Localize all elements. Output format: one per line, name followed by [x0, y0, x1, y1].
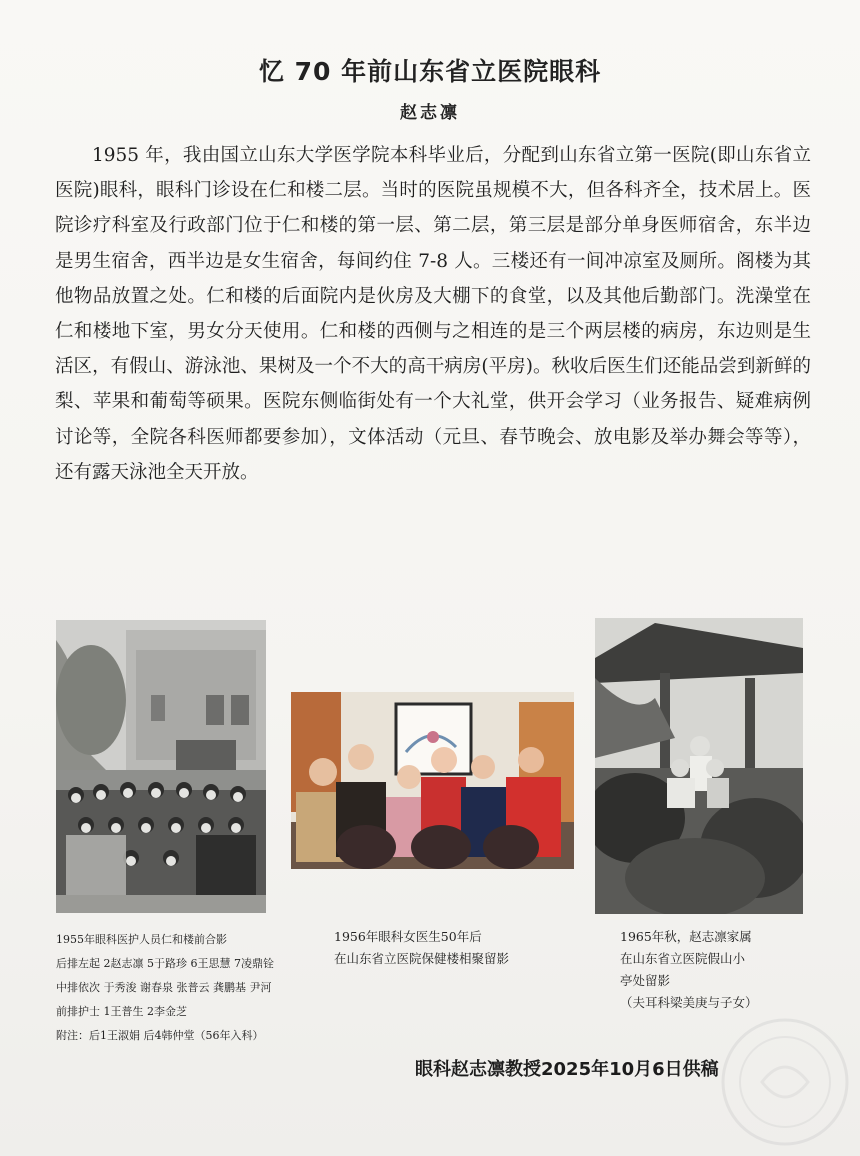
caption-line: 前排护士 1王普生 2李金芝 [56, 1005, 187, 1018]
photo-1965-pavilion [595, 618, 803, 914]
caption-line: 在山东省立医院保健楼相聚留影 [334, 951, 510, 966]
photo-1955-group [56, 620, 266, 913]
caption-line: 附注：后1王淑娟 后4韩仲堂（56年入科） [56, 1029, 264, 1042]
photo-1956-reunion [291, 692, 574, 869]
caption-line: 在山东省立医院假山小 [620, 951, 746, 966]
watermark-seal-icon [712, 1012, 858, 1152]
article-title: 忆 70 年前山东省立医院眼科 [258, 57, 602, 86]
caption-line: 后排左起 2赵志凛 5于路珍 6王思慧 7凌鼎铨 [56, 957, 274, 970]
caption-photo-1955 [56, 928, 296, 1048]
caption-line: 1965年秋，赵志凛家属 [620, 929, 752, 944]
caption-line: 1956年眼科女医生50年后 [334, 929, 482, 944]
caption-line: 1955年眼科医护人员仁和楼前合影 [56, 933, 227, 946]
caption-photo-1956 [334, 926, 584, 970]
caption-line: （夫耳科梁美庚与子女） [620, 995, 758, 1010]
article-body [55, 138, 811, 490]
article-author: 赵志凛 [400, 103, 460, 123]
author-signature: 眼科赵志凛教授2025年10月6日供稿 [415, 1059, 719, 1080]
caption-line: 中排依次 于秀浚 谢春泉 张普云 龚鹏基 尹河 [56, 981, 272, 994]
caption-line: 亭处留影 [620, 973, 671, 988]
caption-photo-1965 [620, 926, 820, 1014]
body-paragraph: 1955 年，我由国立山东大学医学院本科毕业后，分配到山东省立第一医院(即山东省立医院)眼科，眼科门诊设在仁和楼二层。当时的医院虽规模不大，但各科齐全，技术居上。医院诊疗科室及行政部门位于仁和楼的第一层、第二层，第三层是部分单身医师宿舍，东半边是男生宿舍，西半边是女生宿舍，每间约住 7-8 人。三楼还有一间冲凉室及厕所。阁楼为其他物品放置之处。仁和楼的后面院内是伙房及大棚下的食堂，以及其他后勤部门。洗澡堂在仁和楼地下室，男女分天使用。仁和楼的西侧与之相连的是三个两层楼的病房，东边则是生活区，有假山、游泳池、果树及一个不大的高干病房(平房)。秋收后医生们还能品尝到新鲜的梨、苹果和葡萄等硕果。医院东侧临街处有一个大礼堂，供开会学习（业务报告、疑难病例讨论等，全院各科医师都要参加），文体活动（元旦、春节晚会、放电影及举办舞会等等），还有露天泳池全天开放。 [55, 145, 811, 483]
